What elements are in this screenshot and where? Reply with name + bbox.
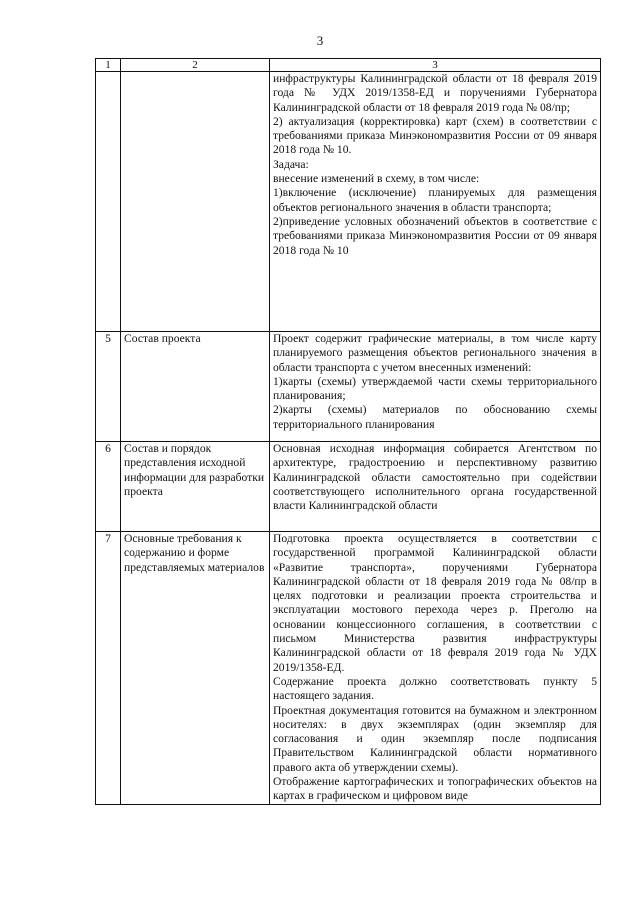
row-item — [121, 72, 270, 332]
table-row — [96, 532, 601, 805]
row-number — [96, 72, 121, 332]
paragraph: 2) актуализация (корректировка) карт (схем) в соответствии с требованиями приказа Минэкономразвития России от 09 января 2018 года № 10. — [273, 114, 597, 157]
page-number: 3 — [316, 33, 324, 48]
paragraph: Содержание проекта должно соответствовать пункту 5 настоящего задания. — [273, 674, 597, 703]
row-number: 6 — [96, 442, 121, 532]
row-item: Состав и порядок представления исходной информации для разработки проекта — [121, 442, 270, 532]
row-description — [270, 442, 601, 532]
row-description — [270, 332, 601, 442]
row-item: Основные требования к содержанию и форме представляемых материалов — [121, 532, 270, 805]
row-description — [270, 532, 601, 805]
row-number: 7 — [96, 532, 121, 805]
paragraph: инфраструктуры Калининградской области от 18 февраля 2019 года № УДХ 2019/1358-ЕД и поручениями Губернатора Калининградской области от 18 февраля 2019 года № 08/пр; — [273, 72, 597, 114]
row-description — [270, 72, 601, 332]
table-header-row — [96, 59, 601, 72]
paragraph: Проект содержит графические материалы, в том числе карту планируемого размещения объектов регионального значения в области транспорта с учетом внесенных изменений: — [273, 332, 597, 374]
paragraph: 1)карты (схемы) утверждаемой части схемы территориального планирования; — [273, 374, 597, 403]
paragraph: Основная исходная информация собирается Агентством по архитектуре, градостроению и перспективному развитию Калининградской области самостоятельно при содействии соответствующего исполнительного органа государственной власти Калининградской области — [273, 442, 597, 513]
paragraph: 2)карты (схемы) материалов по обоснованию схемы территориального планирования — [273, 403, 597, 431]
requirements-table — [95, 58, 601, 805]
paragraph: Отображение картографических и топографических объектов на картах в графическом и цифровом виде — [273, 775, 597, 803]
column-header-description: 3 — [270, 59, 601, 72]
row-number: 5 — [96, 332, 121, 442]
paragraph: 1)включение (исключение) планируемых для размещения объектов регионального значения в области транспорта; — [273, 186, 597, 214]
column-header-number: 1 — [96, 59, 121, 72]
row-item: Состав проекта — [121, 332, 270, 442]
paragraph: Задача: — [273, 157, 309, 171]
paragraph: Подготовка проекта осуществляется в соответствии с государственной программой Калининградской области «Развитие транспорта», поручениями Губернатора Калининградской области от 18 февраля 2019 года № 08/пр в целях подготовки и реализации проекта строительства и эксплуатации мостового перехода через р. Преголю на основании концессионного соглашения, в соответствии с письмом Министерства развития инфраструктуры Калининградской области от 18 февраля 2019 года № УДХ 2019/1358-ЕД. — [273, 532, 597, 674]
table-row — [96, 72, 601, 332]
table-row — [96, 332, 601, 442]
paragraph: Проектная документация готовится на бумажном и электронном носителях: в двух экземплярах (один экземпляр для согласования и один экземпляр после подписания Правительством Калининградской области нормативного правого акта об утверждении схемы). — [273, 703, 597, 774]
table-row — [96, 442, 601, 532]
paragraph: 2)приведение условных обозначений объектов в соответствие с требованиями приказа Минэкономразвития России от 09 января 2018 года № 10 — [273, 214, 597, 257]
paragraph: внесение изменений в схему, в том числе: — [273, 172, 480, 186]
column-header-item: 2 — [121, 59, 270, 72]
